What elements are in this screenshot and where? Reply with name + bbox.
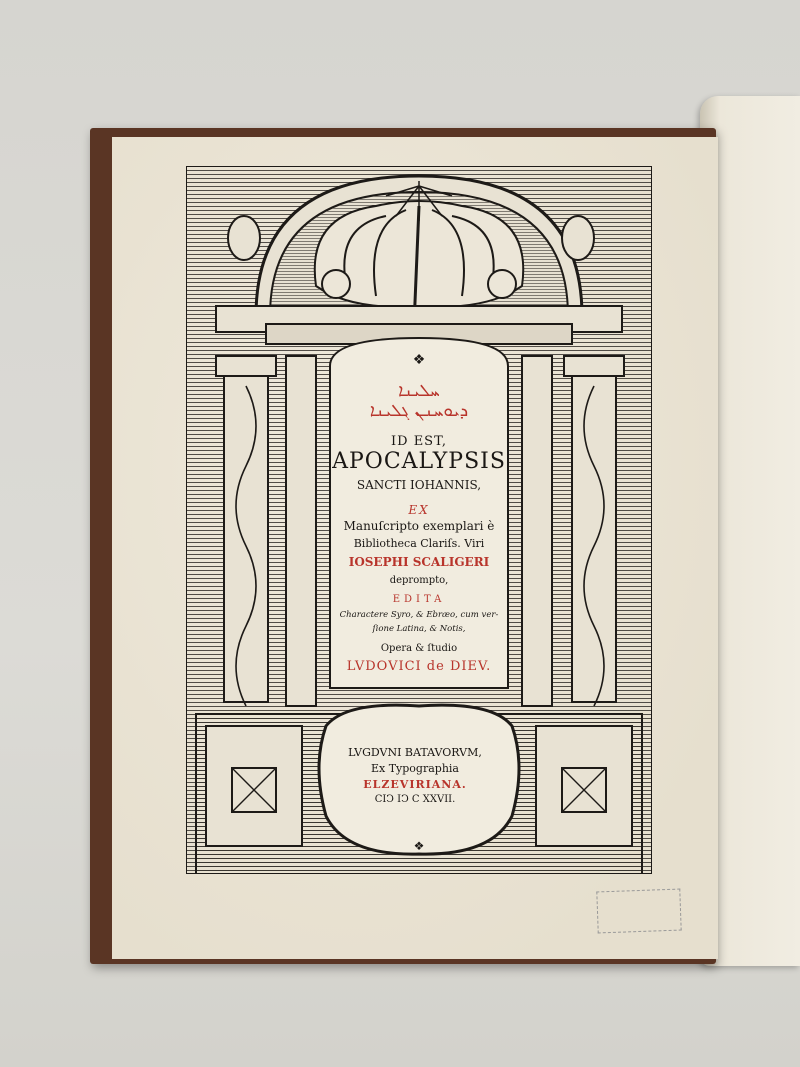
imprint-year: CIϽ IϽ C XXVII. xyxy=(374,794,456,805)
charactere-line-2: ſione Latina, & Notis, xyxy=(372,624,466,634)
fleuron-top: ❖ xyxy=(412,352,426,368)
opera-studio: Opera & ſtudio xyxy=(380,643,458,654)
urn-left xyxy=(228,216,260,260)
urn-right xyxy=(562,216,594,260)
column-left xyxy=(224,362,268,702)
id-est: ID EST, xyxy=(391,434,447,449)
subtitle: SANCTI IOHANNIS, xyxy=(356,478,482,492)
deprompto: deprompto, xyxy=(389,575,449,586)
library-stamp xyxy=(596,889,681,934)
syriac-title-2: ܕܝܘܚܢܢ ܓܠܝܢܐ xyxy=(369,401,469,421)
edita: EDITA xyxy=(392,594,446,605)
column-right xyxy=(572,362,616,702)
ex-word: EX xyxy=(408,503,430,517)
author-name: LVDOVICI de DIEV. xyxy=(346,659,492,674)
imprint-block xyxy=(335,746,495,805)
manuscript-line-2: Bibliotheca Clariſs. Viri xyxy=(353,537,485,550)
main-title: APOCALYPSIS xyxy=(332,449,506,474)
fleuron-bottom: ❖ xyxy=(413,839,425,853)
imprint-press: ELZEVIRIANA. xyxy=(363,778,467,791)
syriac-title-1: ܚܠܝܢܐ xyxy=(398,381,440,401)
scaliger-name: IOSEPHI SCALIGERI xyxy=(348,555,490,569)
imprint-city: LVGDVNI BATAVORVM, xyxy=(348,746,482,759)
manuscript-line-1: Manuſcripto exemplari è xyxy=(343,519,495,533)
charactere-line-1: Charactere Syro, & Ebræo, cum ver- xyxy=(339,610,499,620)
title-panel xyxy=(330,345,508,685)
imprint-typography: Ex Typographia xyxy=(370,762,459,775)
